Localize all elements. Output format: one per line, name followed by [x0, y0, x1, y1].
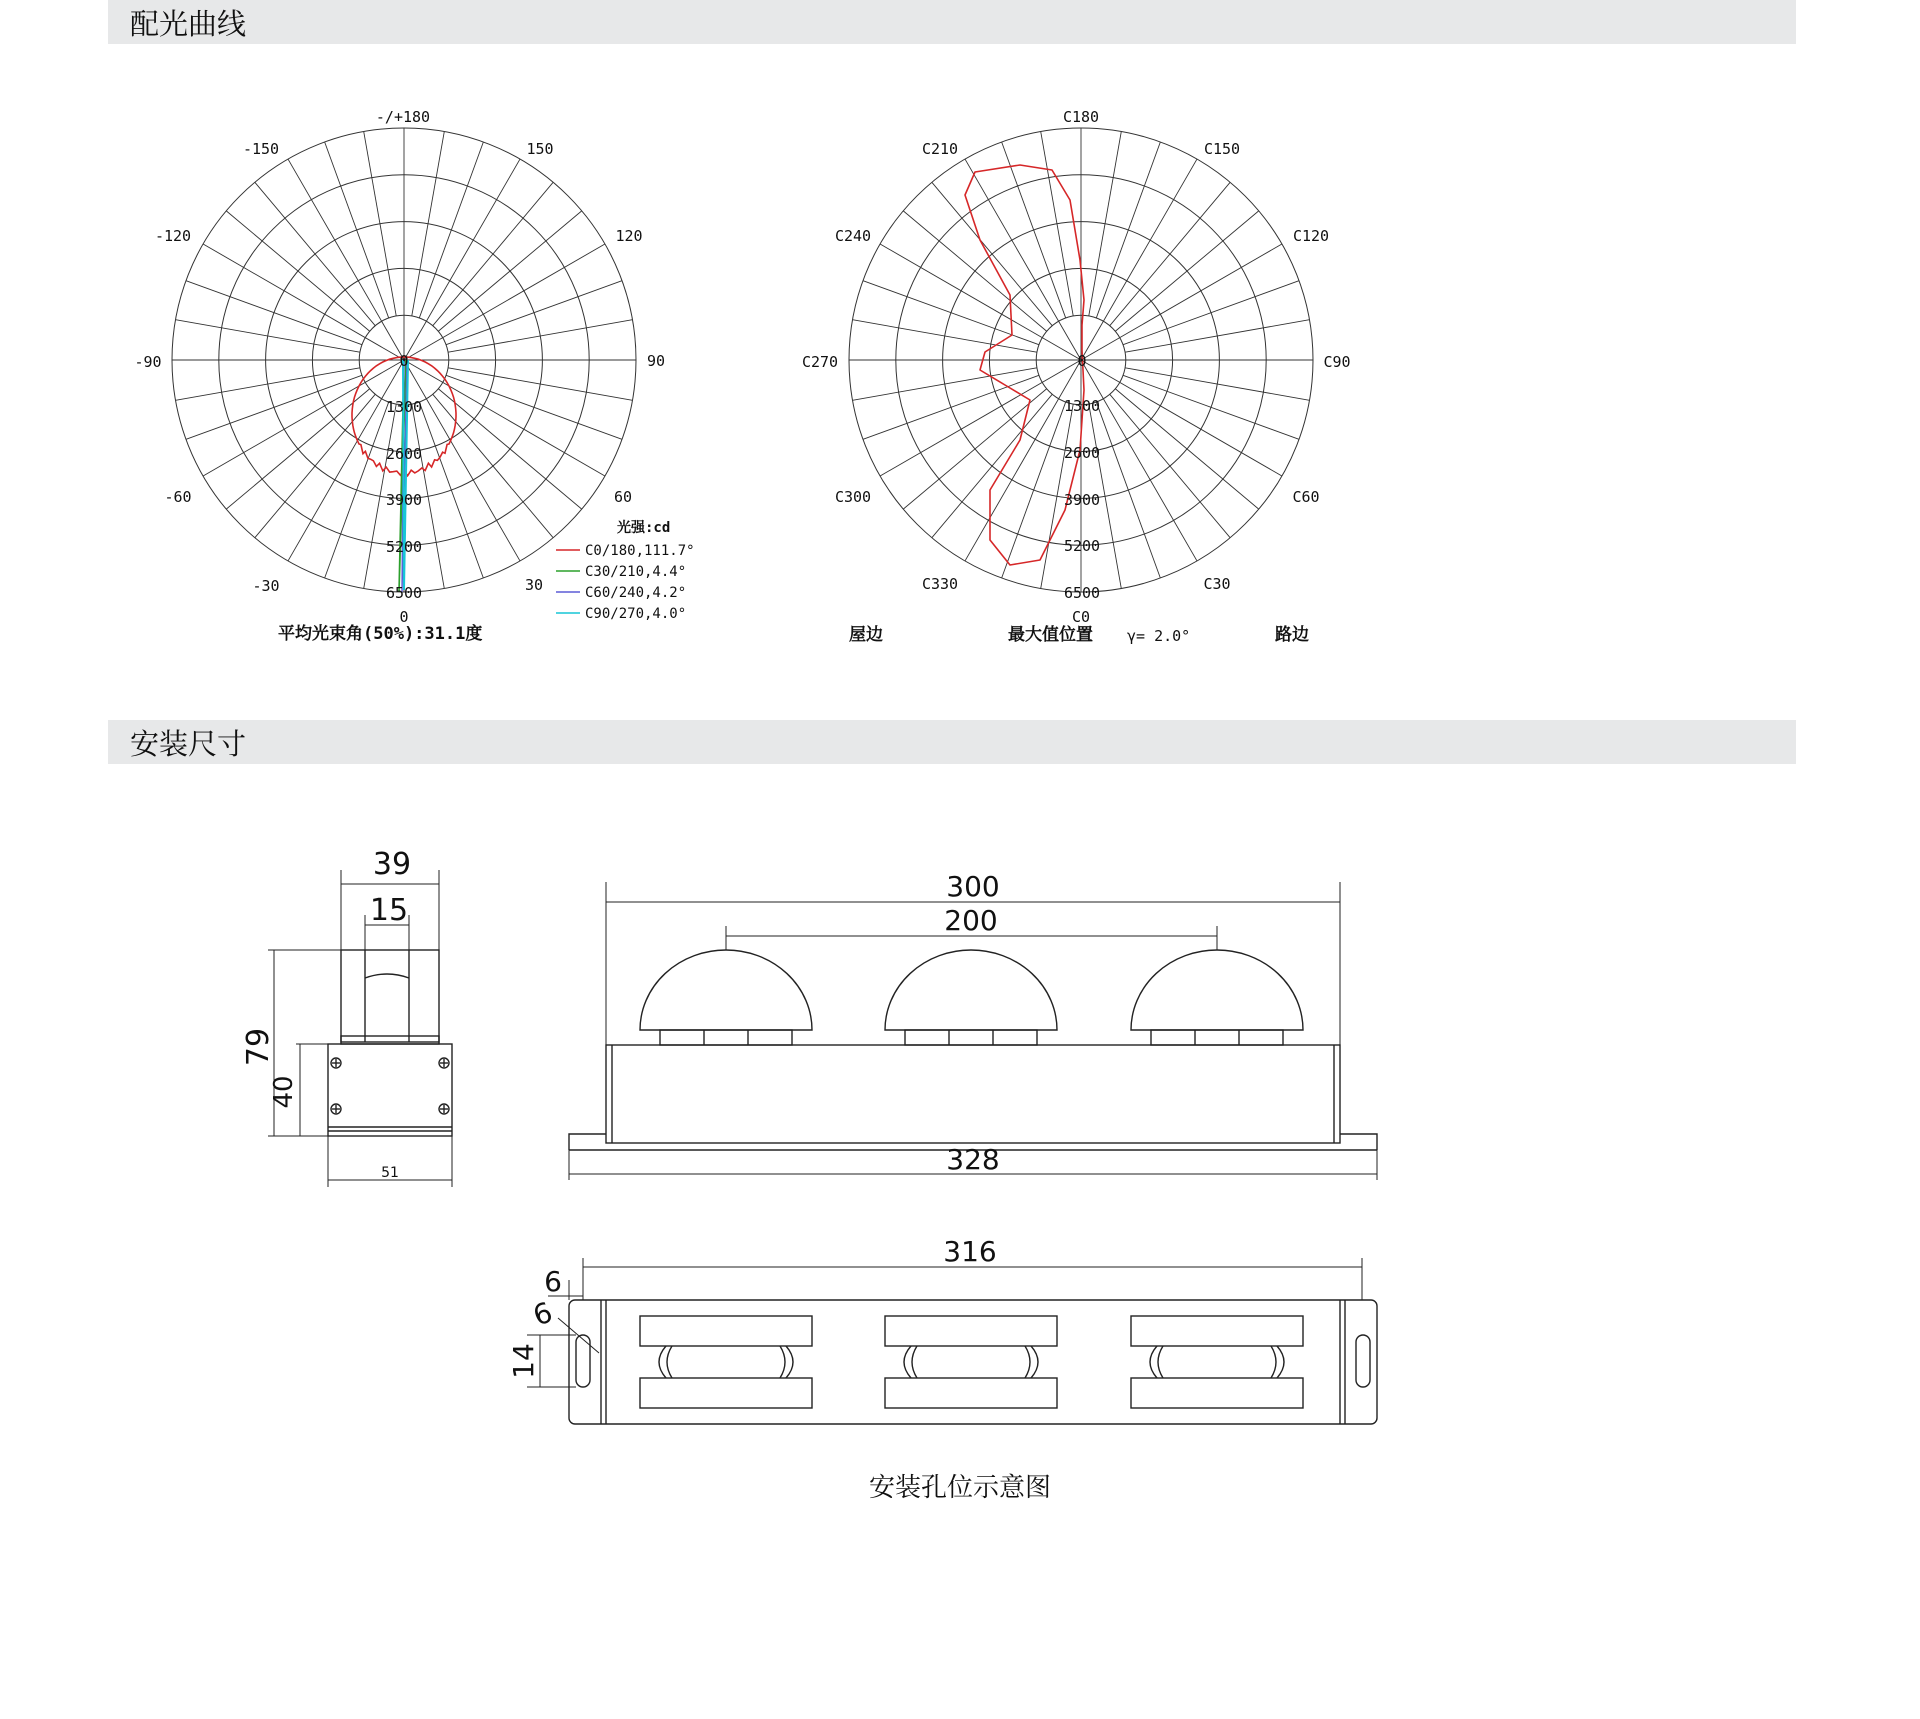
angle-label: C30: [1203, 575, 1231, 593]
polar-grid-spoke: [1002, 142, 1066, 318]
ring-label: 3900: [1063, 491, 1101, 509]
ring-label: 1300: [385, 398, 423, 416]
polar-grid-spoke: [438, 389, 581, 509]
polar-grid-spoke: [438, 211, 581, 331]
polar-grid-spoke: [1125, 320, 1309, 353]
section-title: 安装尺寸: [130, 727, 247, 761]
angle-label: 60: [613, 488, 633, 506]
polar-grid-spoke: [433, 394, 553, 537]
dim-top-slot: 14: [507, 1343, 540, 1379]
polar-grid-spoke: [932, 182, 1052, 325]
gamma-label: γ= 2.0°: [1127, 627, 1191, 645]
dim-top-margin-a: 6: [544, 1265, 562, 1298]
polar-grid-spoke: [433, 182, 553, 325]
ring-label: 2600: [1063, 444, 1101, 462]
polar-grid-spoke: [446, 375, 622, 439]
mounting-hole-caption: 安装孔位示意图: [868, 1473, 1051, 1503]
polar-grid-spoke: [1125, 368, 1309, 401]
top-lamp-2: [885, 1316, 1057, 1408]
polar-grid-spoke: [226, 389, 369, 509]
angle-label: C180: [1062, 108, 1100, 126]
polar-grid-spoke: [412, 132, 445, 316]
legend-title: 光强:cd: [617, 520, 671, 536]
angle-label: C90: [1323, 353, 1351, 371]
polar-grid-spoke: [364, 132, 397, 316]
polar-grid-spoke: [1096, 402, 1160, 578]
side-view-drawing: [328, 950, 452, 1136]
angle-label: C270: [801, 353, 839, 371]
angle-label: 0: [399, 608, 409, 626]
polar-grid-spoke: [176, 368, 360, 401]
house-side-label: 屋边: [849, 625, 883, 645]
angle-label: C240: [834, 227, 872, 245]
legend-item: C60/240,4.2°: [585, 585, 687, 601]
polar-left-legend: [556, 519, 695, 622]
polar-grid-spoke: [863, 375, 1039, 439]
polar-grid-spoke: [1123, 375, 1299, 439]
polar-grid-spoke: [325, 142, 389, 318]
dim-top-length: 316: [943, 1235, 997, 1268]
angle-label: -/+180: [375, 108, 431, 126]
angle-label: C150: [1203, 140, 1241, 158]
top-lamp-1: [640, 1316, 812, 1408]
side-view-dimensions: [268, 870, 452, 1187]
polar-grid-spoke: [255, 182, 375, 325]
polar-grid-spoke: [1115, 389, 1258, 509]
polar-grid-spoke: [186, 281, 362, 345]
ring-label: 6500: [1063, 584, 1101, 602]
section-title: 配光曲线: [130, 7, 247, 41]
angle-label: -90: [134, 353, 162, 371]
angle-label: -150: [242, 140, 280, 158]
polar-grid-spoke: [1115, 211, 1258, 331]
ring-label: 3900: [385, 491, 423, 509]
front-dome-2: [885, 950, 1057, 1030]
polar-grid-spoke: [255, 394, 375, 537]
angle-label: C210: [921, 140, 959, 158]
polar-grid-spoke: [419, 402, 483, 578]
angle-label: 150: [526, 140, 554, 158]
angle-label: -120: [154, 227, 192, 245]
legend-item: C30/210,4.4°: [585, 564, 687, 580]
angle-label: C300: [834, 488, 872, 506]
polar-grid-spoke: [1002, 402, 1066, 578]
front-dome-3: [1131, 950, 1303, 1030]
dim-front-base: 328: [946, 1143, 1000, 1176]
polar-grid-spoke: [325, 402, 389, 578]
polar-grid-spoke: [1096, 142, 1160, 318]
ring-label: 5200: [385, 538, 423, 556]
angle-label: 30: [524, 576, 544, 594]
dim-top-margin-b: 6: [528, 1295, 557, 1333]
polar-right-ring-labels: [1064, 352, 1100, 602]
angle-label: C60: [1292, 488, 1320, 506]
dim-side-height: 79: [241, 1027, 276, 1067]
max-position-label: 最大值位置: [1008, 625, 1093, 645]
side-box: [328, 1044, 452, 1136]
polar-grid-spoke: [1041, 132, 1074, 316]
ring-label: 6500: [385, 584, 423, 602]
polar-grid-spoke: [1089, 132, 1122, 316]
polar-grid-spoke: [932, 394, 1052, 537]
top-view-drawing: [569, 1300, 1377, 1424]
angle-label: -30: [252, 577, 280, 595]
polar-grid-spoke: [448, 320, 632, 353]
polar-grid-spoke: [853, 368, 1037, 401]
dim-side-box-height: 40: [269, 1075, 299, 1109]
polar-grid-spoke: [903, 389, 1046, 509]
front-view-drawing: [569, 950, 1377, 1150]
top-lamp-3: [1131, 1316, 1303, 1408]
top-plate: [569, 1300, 1377, 1424]
ring-label: 0: [399, 352, 409, 370]
front-housing: [606, 1045, 1340, 1143]
dim-side-inner: 15: [369, 893, 409, 928]
angle-label: 120: [615, 227, 643, 245]
angle-label: C0: [1071, 608, 1091, 626]
dim-front-spacing: 200: [944, 904, 998, 937]
polar-grid-spoke: [1110, 182, 1230, 325]
dim-front-total: 300: [946, 870, 1000, 903]
top-view-dimensions: [527, 1258, 1362, 1387]
polar-grid-spoke: [226, 211, 369, 331]
ring-label: 2600: [385, 445, 423, 463]
polar-grid-spoke: [448, 368, 632, 401]
legend-item: C0/180,111.7°: [585, 543, 695, 559]
polar-grid-spoke: [446, 281, 622, 345]
side-bracket: [341, 950, 439, 1042]
angle-label: -60: [164, 488, 192, 506]
dim-side-width: 39: [372, 847, 412, 882]
legend-item: C90/270,4.0°: [585, 606, 687, 622]
ring-label: 1300: [1063, 397, 1101, 415]
angle-label: C120: [1292, 227, 1330, 245]
polar-grid-spoke: [1123, 281, 1299, 345]
beam-angle-text: 平均光束角(50%):31.1度: [278, 624, 483, 644]
polar-grid-spoke: [903, 211, 1046, 331]
polar-grid-spoke: [419, 142, 483, 318]
mount-slot-right: [1356, 1335, 1370, 1387]
ring-label: 5200: [1063, 537, 1101, 555]
polar-grid-spoke: [1110, 394, 1230, 537]
dim-side-base: 51: [381, 1165, 399, 1181]
polar-grid-spoke: [176, 320, 360, 353]
polar-grid-spoke: [186, 375, 362, 439]
mount-slot-left: [576, 1335, 590, 1387]
front-dome-1: [640, 950, 812, 1030]
angle-label: 90: [646, 352, 666, 370]
ring-label: 0: [1077, 352, 1087, 370]
road-side-label: 路边: [1275, 625, 1309, 645]
angle-label: C330: [921, 575, 959, 593]
